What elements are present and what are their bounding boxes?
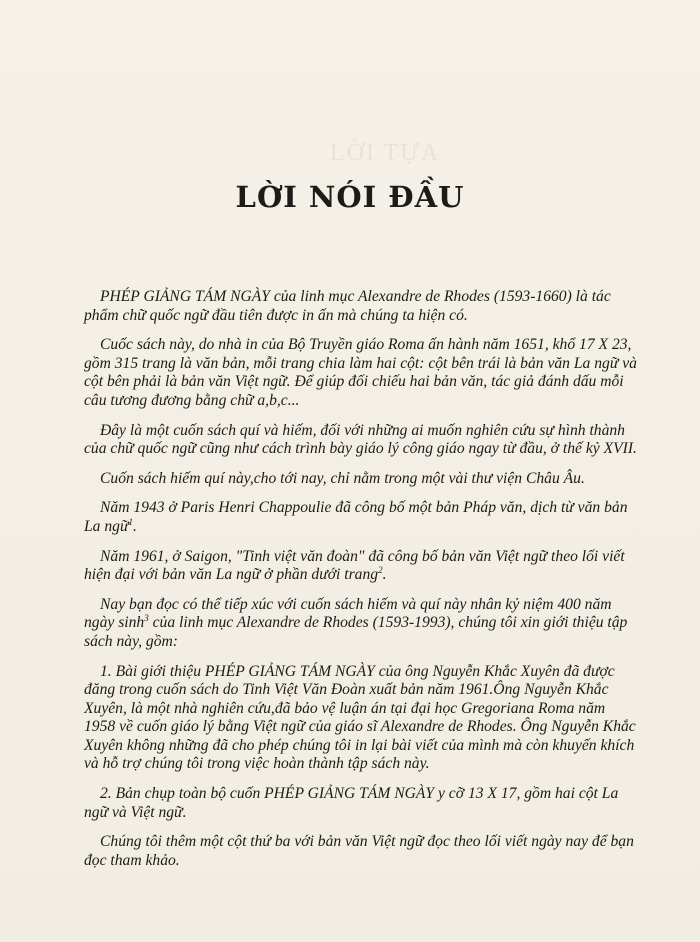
paragraph: Cuốc sách này, do nhà in của Bộ Truyền giáo Roma ấn hành năm 1651, khổ 17 X 23, gồm 315 trang là văn bản, mỗi trang chia làm hai cột: cột bên trái là bản văn La ngữ và cột bên phải là bản văn Việt ngữ. Để giúp đối chiếu hai bản văn, tác giả đánh dấu mỗi câu tương đương bằng chữ a,b,c... [84,336,637,409]
paragraph: Năm 1943 ở Paris Henri Chappoulie đã công bố một bản Pháp văn, dịch từ văn bản La ngữ$^1$. [84,499,628,535]
paragraph: Đây là một cuốn sách quí và hiếm, đối với những ai muốn nghiên cứu sự hình thành của chữ quốc ngữ cũng như cách trình bày giáo lý công giáo ngay từ đầu, ở thế kỷ XVII. [84,421,637,458]
paragraph: Nay bạn đọc có thể tiếp xúc với cuốn sách hiếm và quí này nhân kỷ niệm 400 năm ngày $\sinh^3$ của linh mục Alexandre de Rhodes (1593-1993), chúng tôi xin giới thiệu tập sách này, gồm: [84,595,628,650]
paragraph: Cuốn sách hiếm quí này,cho tới nay, chỉ nằm trong một vài thư viện Châu Âu. [100,469,585,487]
bleed-through-heading: LỜI TỰA [330,140,441,166]
page-title: LỜI NÓI ĐẦU [235,180,465,214]
footnote-marker: 1 [128,516,133,527]
paragraph: PHÉP GIẢNG TÁM NGÀY của linh mục Alexandre de Rhodes (1593-1660) là tác phẩm chữ quốc ngữ đầu tiên được in ấn mà chúng ta hiện có. [84,288,611,324]
footnote-marker: 2 [378,564,383,575]
paragraph: Năm 1961, ở Saigon, "Tinh việt văn đoàn" đã công bố bản văn Việt ngữ theo lối viết hiện đại với bản văn La ngữ ở phần dưới trang$^2$. [84,547,625,584]
preface-body [84,288,639,881]
paragraph: Chúng tôi thêm một cột thứ ba với bản văn Việt ngữ đọc theo lối viết ngày nay để bạn đọc tham khảo. [84,833,634,869]
footnote-marker: 3 [144,613,149,624]
list-item: 2. Bản chụp toàn bộ cuốn PHÉP GIẢNG TÁM NGÀY y cỡ 13 X 17, gồm hai cột La ngữ và Việt ngữ. [84,785,619,821]
list-item: 1. Bài giới thiệu PHÉP GIẢNG TÁM NGÀY của ông Nguyễn Khắc Xuyên đã được đăng trong cuốn sách do Tinh Việt Văn Đoàn xuất bản năm 1961.Ông Nguyễn Khắc Xuyên, là một nhà nghiên cứu,đã bảo vệ luận án tại đại học Gregoriana Roma năm 1958 về cuốn giáo lý bằng Việt ngữ của giáo sĩ Alexandre de Rhodes. Ông Nguyễn Khắc Xuyên không những đã cho phép chúng tôi in lại bài viết của mình mà còn khuyến khích và hỗ trợ chúng tôi trong việc hoàn thành tập sách này. [84,662,636,773]
